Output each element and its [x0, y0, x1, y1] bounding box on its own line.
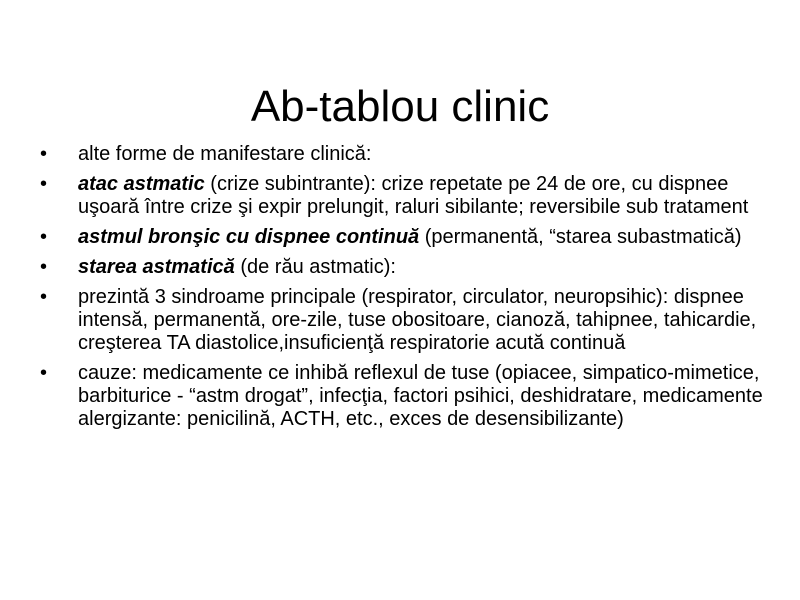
list-item: [40, 256, 770, 279]
item-text: prezintă 3 sindroame principale (respirator, circulator, neuropsihic): dispnee intensă, permanentă, ore-zile, tuse obositoare, cianoză, tahipnee, tahicardie, creşterea TA diastolice,insuficienţă respiratorie acută continuă: [78, 286, 757, 354]
item-emphasis: starea astmatică: [78, 256, 235, 278]
bullet-icon: •: [40, 286, 48, 308]
list-item: [40, 226, 770, 249]
item-emphasis: atac astmatic: [78, 173, 205, 195]
bullet-icon: •: [40, 362, 48, 384]
item-text: cauze: medicamente ce inhibă reflexul de tuse (opiacee, simpatico-mimetice, barbiturice - “astm drogat”, infecţia, factori psihici, deshidratare, medicamente alergizante: penicilină, ACTH, etc., exces de desensibilizante): [78, 362, 763, 430]
item-text: (de rău astmatic):: [234, 256, 396, 278]
list-item: [40, 362, 770, 431]
bullet-icon: •: [40, 226, 48, 248]
slide-title: Ab-tablou clinic: [250, 82, 550, 132]
list-item: [40, 143, 770, 166]
bullet-list: [40, 143, 770, 438]
list-item: [40, 173, 770, 219]
list-item: [40, 286, 770, 355]
item-text: alte forme de manifestare clinică:: [78, 143, 372, 165]
item-text: (crize subintrante): crize repetate pe 24 de ore, cu dispnee uşoară între crize şi expir prelungit, raluri sibilante; reversibile sub tratament: [78, 173, 749, 218]
item-emphasis: astmul bronşic cu dispnee continuă: [78, 226, 420, 248]
item-text: (permanentă, “starea subastmatică): [419, 226, 742, 248]
bullet-icon: •: [40, 256, 48, 278]
bullet-icon: •: [40, 143, 48, 165]
bullet-icon: •: [40, 173, 48, 195]
